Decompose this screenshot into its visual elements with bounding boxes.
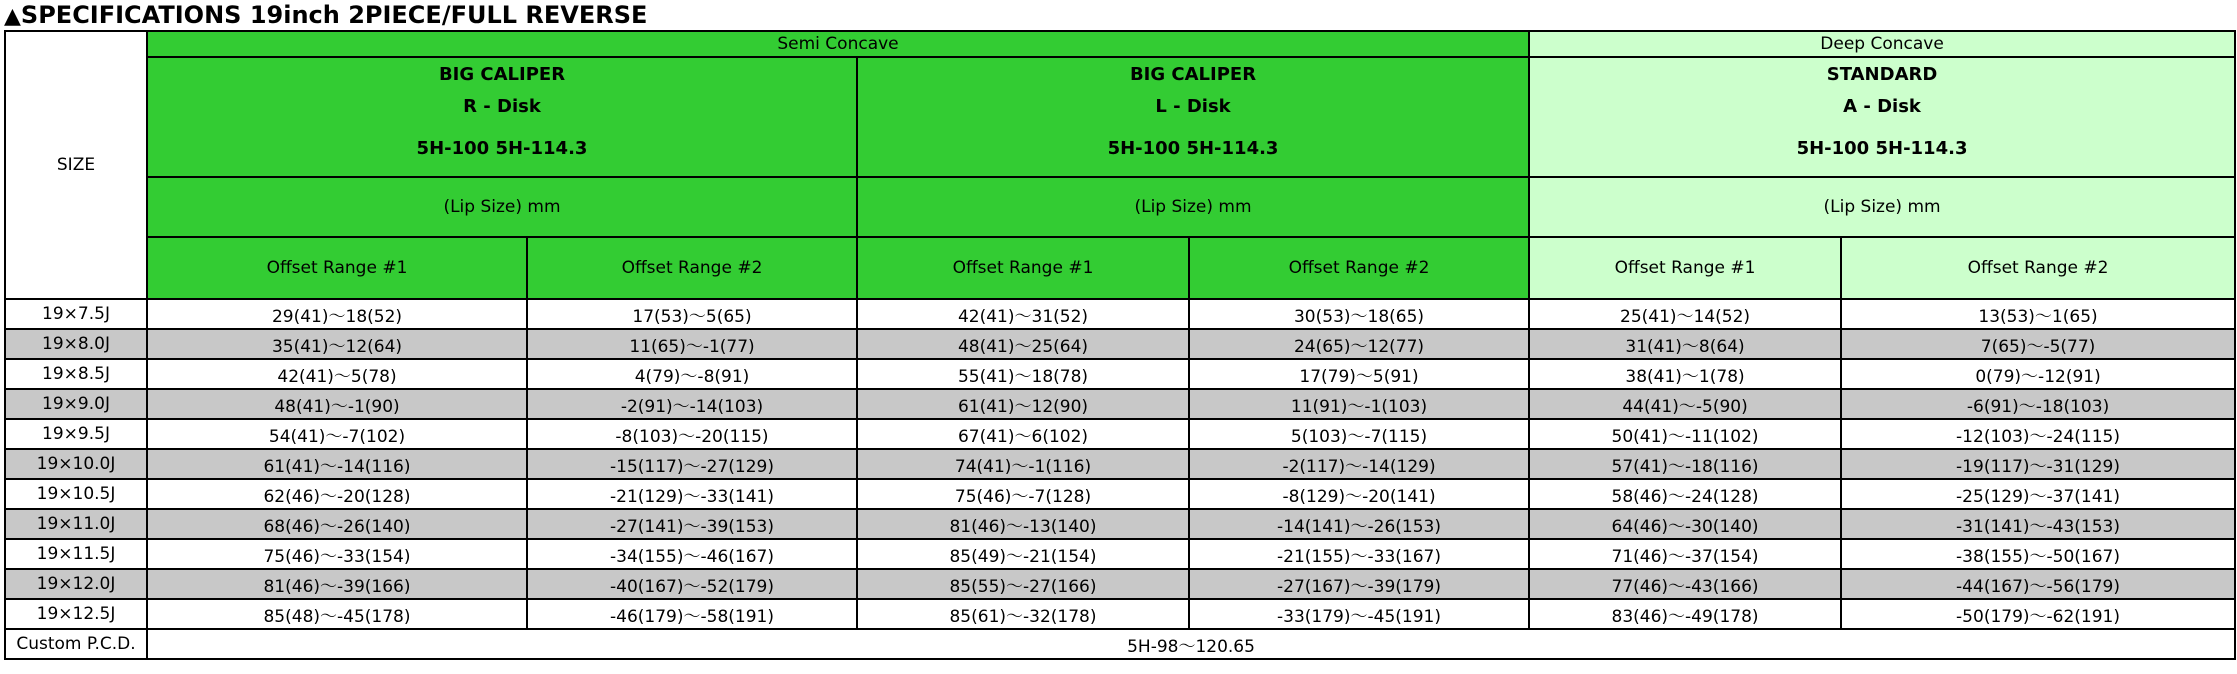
lip-size-header: (Lip Size) mm bbox=[1529, 177, 2235, 237]
offset-cell: -15(117)〜-27(129) bbox=[527, 449, 857, 479]
offset-cell: 61(41)〜-14(116) bbox=[147, 449, 527, 479]
offset-range-header: Offset Range #1 bbox=[857, 237, 1189, 299]
offset-cell: 30(53)〜18(65) bbox=[1189, 299, 1529, 329]
size-cell: 19×9.0J bbox=[5, 389, 147, 419]
offset-cell: -44(167)〜-56(179) bbox=[1841, 569, 2235, 599]
offset-cell: 38(41)〜1(78) bbox=[1529, 359, 1841, 389]
offset-cell: -14(141)〜-26(153) bbox=[1189, 509, 1529, 539]
subgroup-header-a-disk bbox=[1529, 57, 2235, 177]
size-cell: 19×12.5J bbox=[5, 599, 147, 629]
offset-cell: 13(53)〜1(65) bbox=[1841, 299, 2235, 329]
offset-cell: -12(103)〜-24(115) bbox=[1841, 419, 2235, 449]
size-cell: 19×11.0J bbox=[5, 509, 147, 539]
offset-cell: 64(46)〜-30(140) bbox=[1529, 509, 1841, 539]
subgroup-line1: BIG CALIPER bbox=[1129, 64, 1257, 85]
size-header: SIZE bbox=[5, 31, 147, 299]
offset-cell: -21(155)〜-33(167) bbox=[1189, 539, 1529, 569]
offset-cell: 11(91)〜-1(103) bbox=[1189, 389, 1529, 419]
offset-cell: -21(129)〜-33(141) bbox=[527, 479, 857, 509]
offset-cell: -38(155)〜-50(167) bbox=[1841, 539, 2235, 569]
custom-pcd-value: 5H-98〜120.65 bbox=[147, 629, 2235, 659]
subgroup-line1: STANDARD bbox=[1826, 64, 1938, 85]
table-row bbox=[5, 539, 2235, 569]
size-cell: 19×11.5J bbox=[5, 539, 147, 569]
offset-cell: 50(41)〜-11(102) bbox=[1529, 419, 1841, 449]
offset-cell: 67(41)〜6(102) bbox=[857, 419, 1189, 449]
offset-cell: -8(103)〜-20(115) bbox=[527, 419, 857, 449]
page-title bbox=[4, 0, 647, 30]
offset-cell: -2(117)〜-14(129) bbox=[1189, 449, 1529, 479]
offset-range-header: Offset Range #2 bbox=[1841, 237, 2235, 299]
subgroup-header-r-disk bbox=[147, 57, 857, 177]
offset-cell: 29(41)〜18(52) bbox=[147, 299, 527, 329]
offset-range-header: Offset Range #2 bbox=[1189, 237, 1529, 299]
offset-cell: -40(167)〜-52(179) bbox=[527, 569, 857, 599]
size-cell: 19×10.0J bbox=[5, 449, 147, 479]
table-row bbox=[5, 389, 2235, 419]
offset-cell: 68(46)〜-26(140) bbox=[147, 509, 527, 539]
offset-cell: 77(46)〜-43(166) bbox=[1529, 569, 1841, 599]
table-row bbox=[5, 329, 2235, 359]
offset-cell: 55(41)〜18(78) bbox=[857, 359, 1189, 389]
table-row bbox=[5, 569, 2235, 599]
offset-cell: -6(91)〜-18(103) bbox=[1841, 389, 2235, 419]
offset-range-header: Offset Range #1 bbox=[147, 237, 527, 299]
offset-cell: 81(46)〜-13(140) bbox=[857, 509, 1189, 539]
offset-cell: 81(46)〜-39(166) bbox=[147, 569, 527, 599]
offset-cell: 35(41)〜12(64) bbox=[147, 329, 527, 359]
title-text: SPECIFICATIONS 19inch 2PIECE/FULL REVERSE bbox=[20, 1, 648, 29]
offset-cell: 58(46)〜-24(128) bbox=[1529, 479, 1841, 509]
table-row bbox=[5, 419, 2235, 449]
subgroup-line2: R - Disk bbox=[463, 96, 541, 117]
subgroup-line3: 5H-100 5H-114.3 bbox=[1796, 138, 1968, 159]
offset-cell: 11(65)〜-1(77) bbox=[527, 329, 857, 359]
subgroup-line2: L - Disk bbox=[1155, 96, 1231, 117]
subgroup-header-l-disk bbox=[857, 57, 1529, 177]
custom-pcd-row bbox=[5, 629, 2235, 659]
group-header-semi-concave: Semi Concave bbox=[147, 31, 1529, 57]
offset-cell: 48(41)〜25(64) bbox=[857, 329, 1189, 359]
subgroup-line2: A - Disk bbox=[1843, 96, 1921, 117]
offset-cell: 61(41)〜12(90) bbox=[857, 389, 1189, 419]
table-row bbox=[5, 479, 2235, 509]
offset-cell: -27(167)〜-39(179) bbox=[1189, 569, 1529, 599]
offset-cell: 5(103)〜-7(115) bbox=[1189, 419, 1529, 449]
table-row bbox=[5, 359, 2235, 389]
offset-cell: 0(79)〜-12(91) bbox=[1841, 359, 2235, 389]
subgroup-line3: 5H-100 5H-114.3 bbox=[1107, 138, 1279, 159]
offset-cell: -50(179)〜-62(191) bbox=[1841, 599, 2235, 629]
offset-cell: 85(61)〜-32(178) bbox=[857, 599, 1189, 629]
custom-pcd-label: Custom P.C.D. bbox=[5, 629, 147, 659]
offset-cell: -34(155)〜-46(167) bbox=[527, 539, 857, 569]
offset-cell: 83(46)〜-49(178) bbox=[1529, 599, 1841, 629]
offset-cell: 75(46)〜-7(128) bbox=[857, 479, 1189, 509]
size-cell: 19×10.5J bbox=[5, 479, 147, 509]
offset-cell: 17(79)〜5(91) bbox=[1189, 359, 1529, 389]
spec-table bbox=[4, 30, 2236, 660]
offset-cell: -27(141)〜-39(153) bbox=[527, 509, 857, 539]
offset-cell: -46(179)〜-58(191) bbox=[527, 599, 857, 629]
offset-cell: 62(46)〜-20(128) bbox=[147, 479, 527, 509]
offset-cell: 71(46)〜-37(154) bbox=[1529, 539, 1841, 569]
offset-cell: -25(129)〜-37(141) bbox=[1841, 479, 2235, 509]
offset-cell: -8(129)〜-20(141) bbox=[1189, 479, 1529, 509]
offset-cell: 54(41)〜-7(102) bbox=[147, 419, 527, 449]
size-cell: 19×7.5J bbox=[5, 299, 147, 329]
lip-size-header: (Lip Size) mm bbox=[857, 177, 1529, 237]
triangle-marker-icon: ▲ bbox=[4, 4, 21, 29]
offset-cell: 17(53)〜5(65) bbox=[527, 299, 857, 329]
offset-cell: 57(41)〜-18(116) bbox=[1529, 449, 1841, 479]
subgroup-line3: 5H-100 5H-114.3 bbox=[416, 138, 588, 159]
size-cell: 19×12.0J bbox=[5, 569, 147, 599]
offset-cell: 7(65)〜-5(77) bbox=[1841, 329, 2235, 359]
offset-cell: -33(179)〜-45(191) bbox=[1189, 599, 1529, 629]
table-row bbox=[5, 509, 2235, 539]
offset-cell: -19(117)〜-31(129) bbox=[1841, 449, 2235, 479]
offset-cell: 85(55)〜-27(166) bbox=[857, 569, 1189, 599]
offset-cell: -31(141)〜-43(153) bbox=[1841, 509, 2235, 539]
lip-size-header: (Lip Size) mm bbox=[147, 177, 857, 237]
offset-cell: 42(41)〜5(78) bbox=[147, 359, 527, 389]
size-cell: 19×8.5J bbox=[5, 359, 147, 389]
offset-cell: 24(65)〜12(77) bbox=[1189, 329, 1529, 359]
table-row bbox=[5, 299, 2235, 329]
offset-cell: 31(41)〜8(64) bbox=[1529, 329, 1841, 359]
offset-cell: 25(41)〜14(52) bbox=[1529, 299, 1841, 329]
offset-range-header: Offset Range #1 bbox=[1529, 237, 1841, 299]
offset-range-header: Offset Range #2 bbox=[527, 237, 857, 299]
offset-cell: 85(49)〜-21(154) bbox=[857, 539, 1189, 569]
table-row bbox=[5, 449, 2235, 479]
offset-cell: 74(41)〜-1(116) bbox=[857, 449, 1189, 479]
size-cell: 19×8.0J bbox=[5, 329, 147, 359]
offset-cell: 75(46)〜-33(154) bbox=[147, 539, 527, 569]
offset-cell: -2(91)〜-14(103) bbox=[527, 389, 857, 419]
offset-cell: 48(41)〜-1(90) bbox=[147, 389, 527, 419]
table-row bbox=[5, 599, 2235, 629]
offset-cell: 4(79)〜-8(91) bbox=[527, 359, 857, 389]
offset-cell: 42(41)〜31(52) bbox=[857, 299, 1189, 329]
size-cell: 19×9.5J bbox=[5, 419, 147, 449]
offset-cell: 85(48)〜-45(178) bbox=[147, 599, 527, 629]
offset-cell: 44(41)〜-5(90) bbox=[1529, 389, 1841, 419]
subgroup-line1: BIG CALIPER bbox=[438, 64, 566, 85]
group-header-deep-concave: Deep Concave bbox=[1529, 31, 2235, 57]
